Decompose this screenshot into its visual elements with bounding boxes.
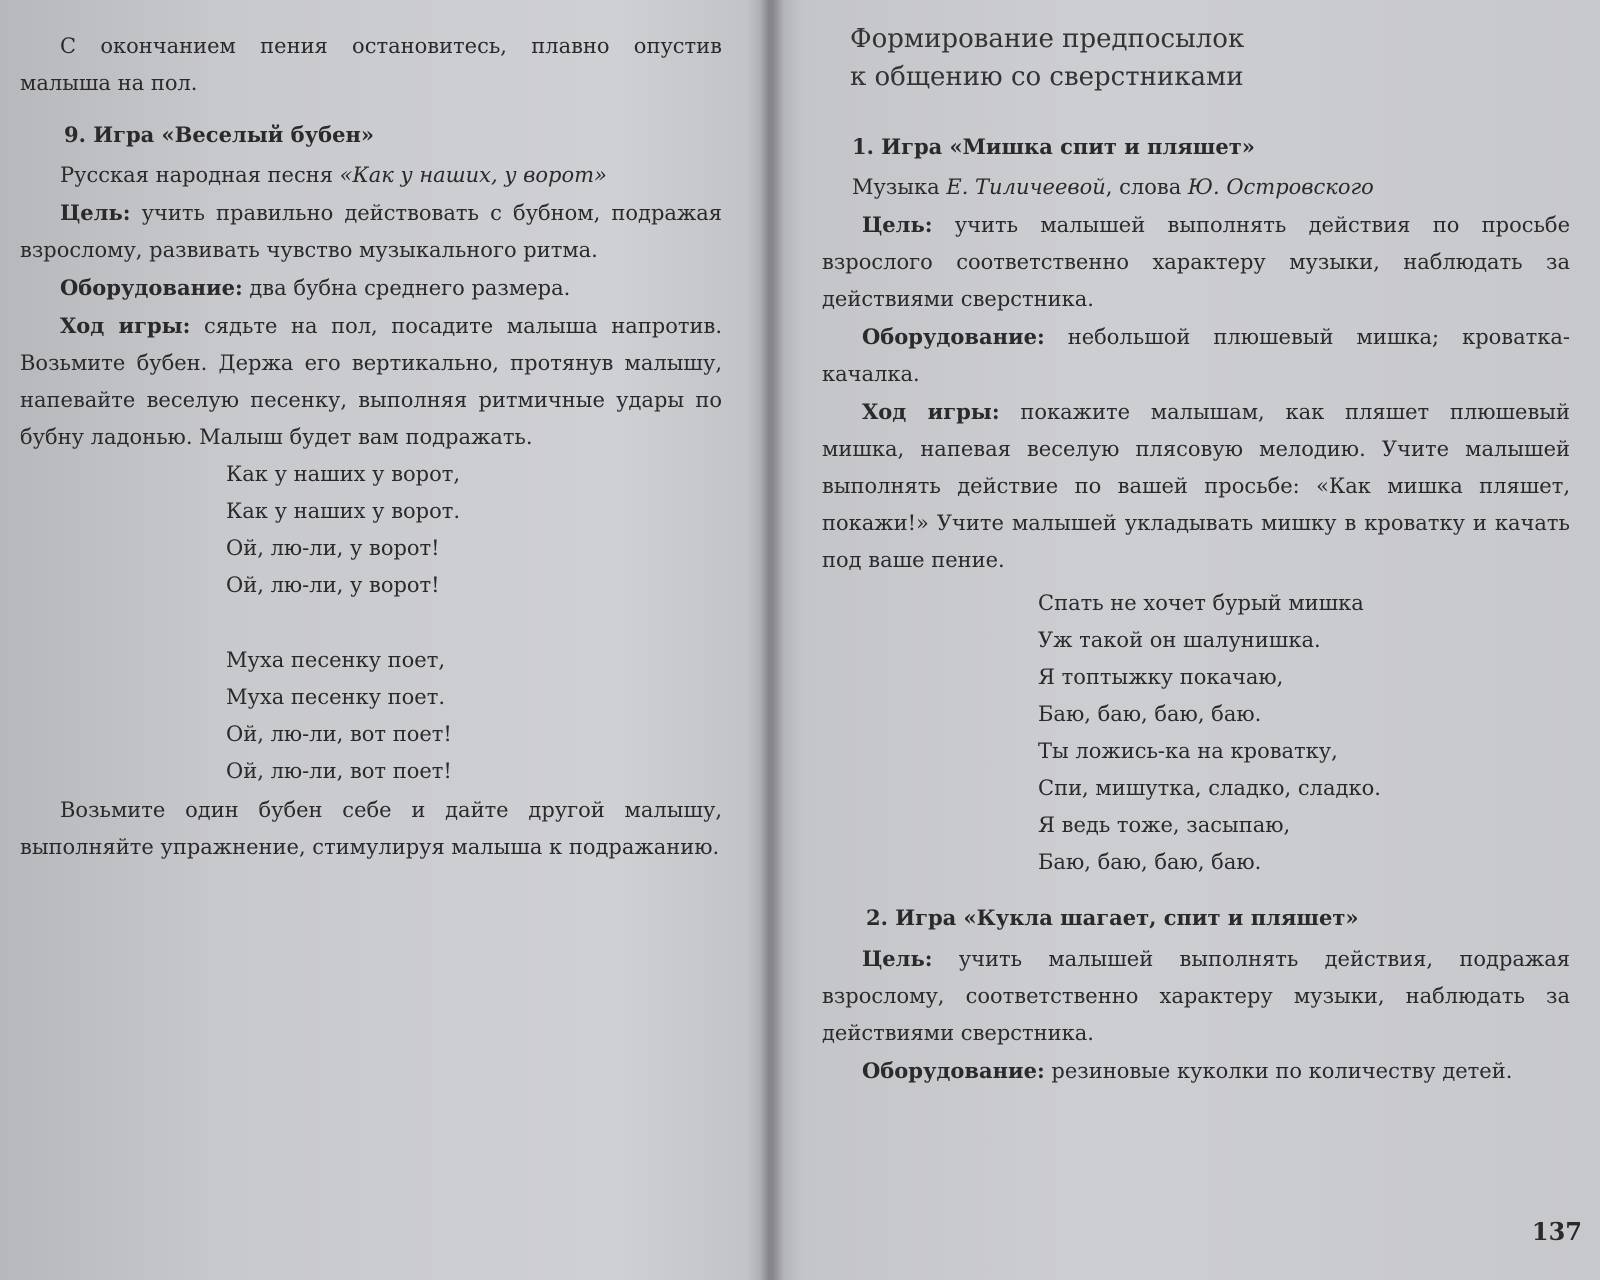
game1-verse bbox=[822, 585, 1570, 881]
game2-goal bbox=[822, 940, 1570, 1052]
goal-text: учить малышей выполнять действия по просьбе взрослого соответственно характеру музыки, наблюдать за действиями сверстника. bbox=[822, 213, 1570, 311]
page-number: 137 bbox=[1531, 1217, 1582, 1246]
goal-text: учить малышей выполнять действия, подражая взрослому, соответственно характеру музыки, наблюдать за действиями сверстника. bbox=[822, 947, 1570, 1045]
book-gutter bbox=[760, 0, 784, 1280]
song-title: «Как у наших, у ворот» bbox=[339, 163, 607, 187]
stanza-gap bbox=[226, 604, 722, 642]
verse-line: Как у наших у ворот, bbox=[226, 462, 461, 486]
game9-course bbox=[20, 307, 722, 456]
game9-title: 9. Игра «Веселый бубен» bbox=[64, 122, 374, 147]
composer: Е. Тиличеевой bbox=[946, 175, 1106, 199]
equipment-label: Оборудование: bbox=[60, 275, 243, 300]
lyricist: Ю. Островского bbox=[1187, 175, 1374, 199]
game9-equipment bbox=[20, 269, 722, 307]
section-title-line1: Формирование предпосылок bbox=[850, 24, 1245, 54]
left-page bbox=[0, 0, 770, 1280]
verse-line: Ты ложись-ка на кроватку, bbox=[1038, 739, 1338, 763]
music-prefix: Музыка bbox=[852, 175, 947, 199]
verse-line: Баю, баю, баю, баю. bbox=[1038, 850, 1262, 874]
game1-course bbox=[822, 393, 1570, 579]
goal-label: Цель: bbox=[862, 212, 933, 237]
verse-line: Я ведь тоже, засыпаю, bbox=[1038, 813, 1291, 837]
game1-credits bbox=[822, 169, 1570, 206]
game2-equipment bbox=[822, 1052, 1570, 1090]
equipment-text: резиновые куколки по количеству детей. bbox=[1044, 1059, 1513, 1083]
verse-line: Ой, лю-ли, вот поет! bbox=[226, 759, 452, 783]
verse-line: Ой, лю-ли, у ворот! bbox=[226, 573, 440, 597]
course-text: покажите малышам, как пляшет плюшевый мишка, напевая веселую плясовую мелодию. Учите малышей выполнять действие по вашей просьбе: «Как мишка пляшет, покажи!» Учите малышей укладывать мишку в кроватку и качать под ваше пение. bbox=[822, 400, 1571, 572]
course-label: Ход игры: bbox=[60, 313, 191, 338]
words-prefix: , слова bbox=[1105, 175, 1188, 199]
equipment-text: небольшой плюшевый мишка; кроватка-качалка. bbox=[822, 325, 1570, 386]
verse-line: Спи, мишутка, сладко, сладко. bbox=[1038, 776, 1381, 800]
game1-equipment bbox=[822, 318, 1570, 393]
equipment-text: два бубна среднего размера. bbox=[242, 276, 571, 300]
game9-verse bbox=[20, 456, 722, 790]
song-prefix: Русская народная песня bbox=[60, 163, 340, 187]
game1-title: 1. Игра «Мишка спит и пляшет» bbox=[852, 134, 1255, 159]
equipment-label: Оборудование: bbox=[862, 324, 1045, 349]
verse-line: Как у наших у ворот. bbox=[226, 499, 461, 523]
verse-line: Баю, баю, баю, баю. bbox=[1038, 702, 1262, 726]
verse-line: Спать не хочет бурый мишка bbox=[1038, 591, 1364, 615]
intro-paragraph: С окончанием пения остановитесь, плавно опустив малыша на пол. bbox=[20, 34, 722, 95]
game9-closing: Возьмите один бубен себе и дайте другой малышу, выполняйте упражнение, стимулируя малыша к подражанию. bbox=[20, 798, 722, 859]
game9-song bbox=[20, 157, 722, 194]
goal-label: Цель: bbox=[60, 200, 131, 225]
verse-line: Ой, лю-ли, вот поет! bbox=[226, 722, 452, 746]
goal-label: Цель: bbox=[862, 946, 933, 971]
course-label: Ход игры: bbox=[862, 399, 1000, 424]
section-title-line2: к общению со сверстниками bbox=[850, 62, 1244, 92]
equipment-label: Оборудование: bbox=[862, 1058, 1045, 1083]
verse-line: Муха песенку поет. bbox=[226, 685, 446, 709]
verse-line: Муха песенку поет, bbox=[226, 648, 446, 672]
verse-line: Ой, лю-ли, у ворот! bbox=[226, 536, 440, 560]
goal-text: учить правильно действовать с бубном, подражая взрослому, развивать чувство музыкального ритма. bbox=[20, 201, 722, 262]
game9-goal bbox=[20, 194, 722, 269]
right-page bbox=[770, 0, 1600, 1280]
verse-line: Уж такой он шалунишка. bbox=[1038, 628, 1321, 652]
section-title bbox=[850, 20, 1570, 96]
game2-title: 2. Игра «Кукла шагает, спит и пляшет» bbox=[866, 905, 1359, 930]
verse-line: Я топтыжку покачаю, bbox=[1038, 665, 1284, 689]
game1-goal bbox=[822, 206, 1570, 318]
course-text: сядьте на пол, посадите малыша напротив. Возьмите бубен. Держа его вертикально, протянув малышу, напевайте веселую песенку, выполняя ритмичные удары по бубну ладонью. Малыш будет вам подражать. bbox=[20, 314, 722, 449]
